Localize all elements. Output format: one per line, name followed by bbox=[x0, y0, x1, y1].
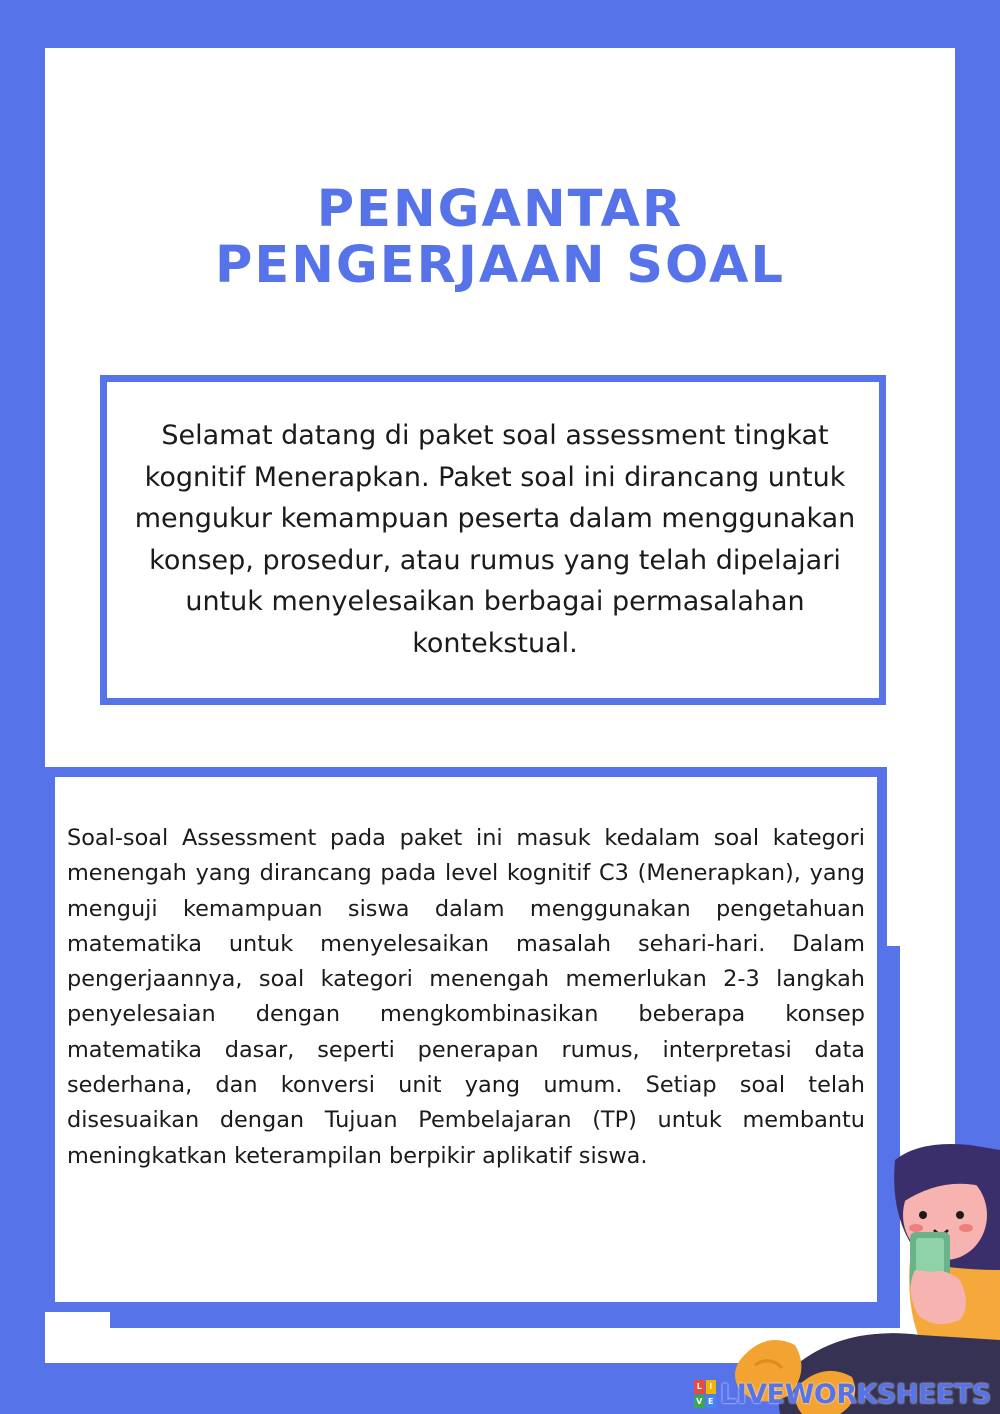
page-title bbox=[0, 182, 1000, 294]
title-line-1: PENGANTAR bbox=[316, 180, 684, 239]
intro-text: Selamat datang di paket soal assessment tingkat kognitif Menerapkan. Paket soal ini dirancang untuk mengukur kemampuan peserta dalam menggunakan konsep, prosedur, atau rumus yang telah dipelajari untuk menyelesaikan berbagai permasalahan kontekstual. bbox=[134, 420, 856, 659]
logo-letter: L bbox=[694, 1380, 705, 1394]
logo-letter: E bbox=[706, 1395, 717, 1409]
liveworksheets-logo-icon bbox=[694, 1380, 716, 1408]
description-text: Soal-soal Assessment pada paket ini masuk kedalam soal kategori menengah yang dirancang pada level kognitif C3 (Menerapkan), yang menguji kemampuan siswa dalam menggunakan pengetahuan matematika untuk menyelesaikan masalah sehari-hari. Dalam pengerjaannya, soal kategori menengah memerlukan 2-3 langkah penyelesaian dengan mengkombinasikan beberapa konsep matematika dasar, seperti penerapan rumus, interpretasi data sederhana, dan konversi unit yang umum. Setiap soal telah disesuaikan dengan Tujuan Pembelajaran (TP) untuk membantu meningkatkan keterampilan berpikir aplikatif siswa. bbox=[67, 825, 865, 1169]
girl-with-phone-illustration bbox=[720, 1120, 1000, 1414]
title-line-2: PENGERJAAN SOAL bbox=[215, 236, 785, 295]
logo-letter: V bbox=[694, 1395, 705, 1409]
intro-box bbox=[100, 375, 886, 705]
liveworksheets-watermark bbox=[694, 1377, 991, 1411]
watermark-text: LIVEWORKSHEETS bbox=[720, 1378, 991, 1410]
logo-letter: I bbox=[706, 1380, 717, 1394]
